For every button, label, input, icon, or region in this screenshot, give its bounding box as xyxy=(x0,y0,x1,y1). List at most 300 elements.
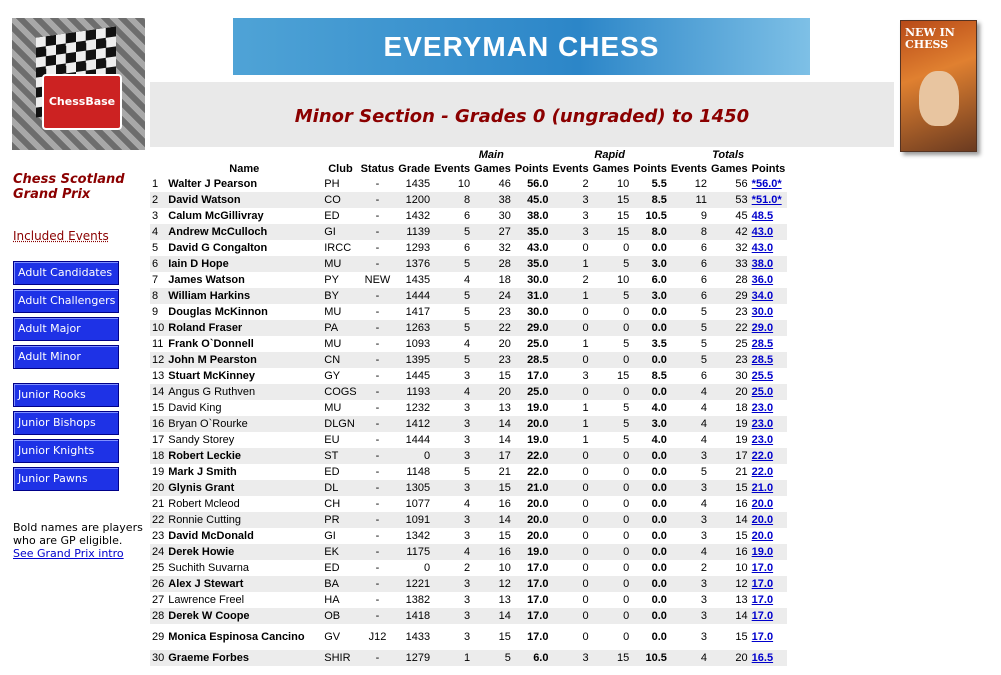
total-events-cell: 9 xyxy=(669,208,709,224)
total-points-cell[interactable] xyxy=(750,432,788,448)
total-points-link[interactable]: 25.5 xyxy=(751,370,774,382)
column-header-main-events: Events xyxy=(434,163,471,175)
rapid-games-cell: 0 xyxy=(591,480,632,496)
total-points-link[interactable]: 43.0 xyxy=(751,242,774,254)
status-cell: J12 xyxy=(359,624,397,650)
main-games-cell: 15 xyxy=(472,480,513,496)
main-points-cell: 35.0 xyxy=(513,256,551,272)
rapid-events-cell: 0 xyxy=(550,592,590,608)
total-points-link[interactable]: 17.0 xyxy=(751,594,774,606)
table-row xyxy=(150,304,787,320)
main-points-cell: 20.0 xyxy=(513,496,551,512)
main-points-cell: 25.0 xyxy=(513,336,551,352)
total-points-cell[interactable] xyxy=(750,528,788,544)
total-points-cell[interactable] xyxy=(750,224,788,240)
total-points-cell[interactable] xyxy=(750,496,788,512)
total-points-cell[interactable] xyxy=(750,352,788,368)
main-points-cell: 29.0 xyxy=(513,320,551,336)
total-points-link[interactable]: 28.5 xyxy=(751,338,774,350)
rapid-points-cell: 0.0 xyxy=(631,592,669,608)
rapid-events-cell: 1 xyxy=(550,336,590,352)
group-header-row xyxy=(150,148,787,162)
total-points-cell[interactable] xyxy=(750,384,788,400)
player-name-cell: Douglas McKinnon xyxy=(166,304,322,320)
player-name-cell: David G Congalton xyxy=(166,240,322,256)
total-points-cell[interactable] xyxy=(750,192,788,208)
player-name-cell: Ronnie Cutting xyxy=(166,512,322,528)
main-points-cell: 43.0 xyxy=(513,240,551,256)
grade-cell: 1148 xyxy=(396,464,432,480)
total-points-link[interactable]: 23.0 xyxy=(751,418,774,430)
rapid-events-cell: 3 xyxy=(550,368,590,384)
adult-challengers-button[interactable]: Adult Challengers xyxy=(13,289,119,313)
rank-cell: 27 xyxy=(152,594,165,606)
total-points-link[interactable]: 20.0 xyxy=(751,514,774,526)
total-games-cell: 33 xyxy=(709,256,750,272)
adult-minor-button[interactable]: Adult Minor xyxy=(13,345,119,369)
player-name-cell: Andrew McCulloch xyxy=(166,224,322,240)
total-points-cell[interactable] xyxy=(750,400,788,416)
main-points-cell: 19.0 xyxy=(513,400,551,416)
total-events-cell: 4 xyxy=(669,416,709,432)
rapid-points-cell: 0.0 xyxy=(631,448,669,464)
rapid-games-cell: 0 xyxy=(591,576,632,592)
new-in-chess-magazine-cover[interactable] xyxy=(900,20,977,152)
main-points-cell: 30.0 xyxy=(513,304,551,320)
total-points-link[interactable]: 19.0 xyxy=(751,546,774,558)
total-games-cell: 23 xyxy=(709,304,750,320)
table-row xyxy=(150,416,787,432)
rank-cell: 21 xyxy=(152,498,165,510)
main-points-cell: 22.0 xyxy=(513,464,551,480)
main-games-cell: 14 xyxy=(472,512,513,528)
grade-cell: 1342 xyxy=(396,528,432,544)
table-row xyxy=(150,650,787,666)
junior-sections-menu xyxy=(13,383,143,491)
rapid-points-cell: 5.5 xyxy=(631,176,669,192)
included-events-link[interactable]: Included Events xyxy=(13,229,109,243)
main-games-cell: 13 xyxy=(472,400,513,416)
main-games-cell: 14 xyxy=(472,416,513,432)
section-title: Minor Section - Grades 0 (ungraded) to 1450 xyxy=(294,106,750,127)
total-points-cell[interactable] xyxy=(750,576,788,592)
grade-cell: 1444 xyxy=(396,432,432,448)
status-cell: - xyxy=(359,432,397,448)
main-points-cell: 17.0 xyxy=(513,576,551,592)
main-events-cell: 5 xyxy=(432,288,472,304)
rapid-games-cell: 0 xyxy=(591,608,632,624)
main-games-cell: 10 xyxy=(472,560,513,576)
total-events-cell: 12 xyxy=(669,176,709,192)
rapid-points-cell: 6.0 xyxy=(631,272,669,288)
total-points-link[interactable]: 38.0 xyxy=(751,258,774,270)
total-points-link[interactable]: 43.0 xyxy=(751,226,774,238)
total-points-link[interactable]: 23.0 xyxy=(751,434,774,446)
total-points-cell[interactable] xyxy=(750,624,788,650)
rapid-games-cell: 15 xyxy=(591,208,632,224)
total-points-link[interactable]: 17.0 xyxy=(751,631,774,643)
player-name-cell: Glynis Grant xyxy=(166,480,322,496)
total-points-cell[interactable] xyxy=(750,256,788,272)
main-events-cell: 5 xyxy=(432,304,472,320)
rapid-points-cell: 4.0 xyxy=(631,432,669,448)
rank-cell: 5 xyxy=(150,240,166,256)
main-games-cell: 15 xyxy=(472,624,513,650)
total-points-cell[interactable] xyxy=(750,336,788,352)
rapid-events-cell: 1 xyxy=(550,400,590,416)
total-events-cell: 3 xyxy=(669,576,709,592)
grade-cell: 1263 xyxy=(396,320,432,336)
rank-cell: 13 xyxy=(152,370,165,382)
rapid-events-cell: 0 xyxy=(550,384,590,400)
total-events-cell: 4 xyxy=(669,496,709,512)
cover-photo xyxy=(919,71,959,126)
total-points-cell[interactable] xyxy=(750,272,788,288)
total-points-link[interactable]: 30.0 xyxy=(751,306,774,318)
total-games-cell: 21 xyxy=(709,464,750,480)
table-row xyxy=(150,512,787,528)
main-points-cell: 19.0 xyxy=(513,432,551,448)
grand-prix-intro-link[interactable]: See Grand Prix intro xyxy=(13,547,124,560)
total-points-link[interactable]: 36.0 xyxy=(751,274,774,286)
status-cell: - xyxy=(359,448,397,464)
main-events-cell: 1 xyxy=(432,650,472,666)
grade-cell: 1077 xyxy=(396,496,432,512)
rapid-games-cell: 5 xyxy=(591,256,632,272)
table-row xyxy=(150,448,787,464)
total-events-cell: 5 xyxy=(669,464,709,480)
rapid-points-cell: 0.0 xyxy=(631,384,669,400)
total-points-cell[interactable] xyxy=(750,544,788,560)
main-events-cell: 5 xyxy=(432,224,472,240)
total-games-cell: 32 xyxy=(709,240,750,256)
status-cell: - xyxy=(359,496,397,512)
rapid-points-cell: 10.5 xyxy=(631,208,669,224)
rapid-points-cell: 8.5 xyxy=(631,368,669,384)
main-points-cell: 17.0 xyxy=(513,624,551,650)
table-row xyxy=(150,480,787,496)
rapid-points-cell: 3.0 xyxy=(631,256,669,272)
main-events-cell: 3 xyxy=(432,608,472,624)
rapid-points-cell: 4.0 xyxy=(631,400,669,416)
rapid-games-cell: 5 xyxy=(591,400,632,416)
rapid-games-cell: 10 xyxy=(591,176,632,192)
club-cell: IRCC xyxy=(322,240,358,256)
total-points-link[interactable]: 22.0 xyxy=(751,466,774,478)
total-points-link[interactable]: 22.0 xyxy=(751,450,774,462)
main-events-cell: 3 xyxy=(432,480,472,496)
player-name-cell: Sandy Storey xyxy=(166,432,322,448)
grade-cell: 1417 xyxy=(396,304,432,320)
grade-cell: 1305 xyxy=(396,480,432,496)
rank-cell: 22 xyxy=(152,514,165,526)
main-points-cell: 31.0 xyxy=(513,288,551,304)
chessbase-logo[interactable] xyxy=(12,18,145,150)
rank-cell: 2 xyxy=(150,192,166,208)
total-points-cell[interactable] xyxy=(750,650,788,666)
status-cell: - xyxy=(359,416,397,432)
rapid-events-cell: 0 xyxy=(550,240,590,256)
rapid-games-cell: 0 xyxy=(591,352,632,368)
main-games-cell: 22 xyxy=(472,320,513,336)
rapid-games-cell: 5 xyxy=(591,432,632,448)
total-points-cell[interactable] xyxy=(750,304,788,320)
total-points-cell[interactable] xyxy=(750,320,788,336)
main-events-cell: 3 xyxy=(432,624,472,650)
rapid-points-cell: 10.5 xyxy=(631,650,669,666)
total-points-cell[interactable] xyxy=(750,464,788,480)
rapid-games-cell: 15 xyxy=(591,368,632,384)
player-name-cell: Derek Howie xyxy=(166,544,322,560)
player-name-cell: Derek W Coope xyxy=(166,608,322,624)
main-events-cell: 3 xyxy=(432,368,472,384)
player-name-cell: Angus G Ruthven xyxy=(166,384,322,400)
grand-prix-title: Chess Scotland Grand Prix xyxy=(13,172,125,202)
main-events-cell: 3 xyxy=(432,432,472,448)
rank-cell: 23 xyxy=(152,530,165,542)
player-name-cell: James Watson xyxy=(166,272,322,288)
rapid-points-cell: 0.0 xyxy=(631,576,669,592)
table-row xyxy=(150,544,787,560)
table-row xyxy=(150,240,787,256)
total-points-link[interactable]: 23.0 xyxy=(751,402,774,414)
adult-candidates-button[interactable]: Adult Candidates xyxy=(13,261,119,285)
rapid-games-cell: 0 xyxy=(591,496,632,512)
total-points-link[interactable]: 20.0 xyxy=(751,530,774,542)
rank-cell: 8 xyxy=(150,288,166,304)
rapid-games-cell: 0 xyxy=(591,592,632,608)
grade-cell: 1091 xyxy=(396,512,432,528)
main-events-cell: 3 xyxy=(432,576,472,592)
rapid-events-cell: 3 xyxy=(550,650,590,666)
status-cell: - xyxy=(359,512,397,528)
rapid-events-cell: 2 xyxy=(550,176,590,192)
main-games-cell: 32 xyxy=(472,240,513,256)
total-events-cell: 3 xyxy=(669,608,709,624)
status-cell: NEW xyxy=(359,272,397,288)
main-points-cell: 38.0 xyxy=(513,208,551,224)
rapid-games-cell: 0 xyxy=(591,384,632,400)
rank-cell: 17 xyxy=(152,434,165,446)
adult-sections-menu xyxy=(13,261,143,369)
status-cell: - xyxy=(359,464,397,480)
total-points-cell[interactable] xyxy=(750,608,788,624)
total-points-link[interactable]: 28.5 xyxy=(751,354,774,366)
grade-cell: 1395 xyxy=(396,352,432,368)
main-events-cell: 4 xyxy=(432,272,472,288)
main-games-cell: 18 xyxy=(472,272,513,288)
main-games-cell: 46 xyxy=(472,176,513,192)
total-points-cell[interactable] xyxy=(750,448,788,464)
table-row xyxy=(150,432,787,448)
total-games-cell: 15 xyxy=(709,528,750,544)
column-header-row xyxy=(150,162,787,176)
rapid-events-cell: 1 xyxy=(550,416,590,432)
rapid-points-cell: 0.0 xyxy=(631,480,669,496)
total-points-link[interactable]: *56.0* xyxy=(751,178,782,190)
total-points-cell[interactable] xyxy=(750,208,788,224)
club-cell: MU xyxy=(322,304,358,320)
rapid-games-cell: 15 xyxy=(591,650,632,666)
junior-knights-button[interactable]: Junior Knights xyxy=(13,439,119,463)
total-points-cell[interactable] xyxy=(750,512,788,528)
total-points-link[interactable]: 34.0 xyxy=(751,290,774,302)
main-events-cell: 3 xyxy=(432,592,472,608)
total-points-link[interactable]: 21.0 xyxy=(751,482,774,494)
player-name-cell: Bryan O`Rourke xyxy=(166,416,322,432)
rank-cell: 10 xyxy=(152,322,165,334)
main-games-cell: 13 xyxy=(472,592,513,608)
table-row xyxy=(150,256,787,272)
rapid-games-cell: 0 xyxy=(591,448,632,464)
total-points-cell[interactable] xyxy=(750,480,788,496)
total-events-cell: 3 xyxy=(669,480,709,496)
main-events-cell: 3 xyxy=(432,448,472,464)
total-games-cell: 29 xyxy=(709,288,750,304)
grade-cell: 1435 xyxy=(396,176,432,192)
player-name-cell: David McDonald xyxy=(166,528,322,544)
rapid-points-cell: 0.0 xyxy=(631,320,669,336)
club-cell: PA xyxy=(322,320,358,336)
grade-cell: 1093 xyxy=(396,336,432,352)
main-events-cell: 3 xyxy=(432,528,472,544)
grade-cell: 1193 xyxy=(396,384,432,400)
total-points-cell[interactable] xyxy=(750,560,788,576)
club-cell: SHIR xyxy=(322,650,358,666)
status-cell: - xyxy=(359,400,397,416)
rapid-points-cell: 0.0 xyxy=(631,528,669,544)
total-events-cell: 6 xyxy=(669,368,709,384)
total-points-link[interactable]: 17.0 xyxy=(751,610,774,622)
junior-bishops-button[interactable]: Junior Bishops xyxy=(13,411,119,435)
player-name-cell: Monica Espinosa Cancino xyxy=(166,624,322,650)
total-points-link[interactable]: 20.0 xyxy=(751,498,774,510)
total-points-cell[interactable] xyxy=(750,592,788,608)
club-cell: EU xyxy=(322,432,358,448)
everyman-chess-banner[interactable] xyxy=(233,18,810,75)
total-games-cell: 18 xyxy=(709,400,750,416)
results-table xyxy=(150,148,787,666)
player-name-cell: Graeme Forbes xyxy=(166,650,322,666)
total-points-cell[interactable] xyxy=(750,240,788,256)
total-points-link[interactable]: 16.5 xyxy=(751,652,774,664)
total-games-cell: 12 xyxy=(709,576,750,592)
rapid-games-cell: 0 xyxy=(591,560,632,576)
player-name-cell: Iain D Hope xyxy=(166,256,322,272)
club-cell: MU xyxy=(322,256,358,272)
club-cell: CN xyxy=(322,352,358,368)
rapid-points-cell: 3.5 xyxy=(631,336,669,352)
main-games-cell: 14 xyxy=(472,608,513,624)
rank-cell: 28 xyxy=(152,610,165,622)
note-text: Bold names are players who are GP eligible. xyxy=(13,521,143,547)
main-games-cell: 17 xyxy=(472,448,513,464)
total-points-cell[interactable] xyxy=(750,368,788,384)
total-events-cell: 4 xyxy=(669,384,709,400)
main-points-cell: 30.0 xyxy=(513,272,551,288)
rapid-events-cell: 0 xyxy=(550,496,590,512)
status-cell: - xyxy=(359,176,397,192)
rapid-events-cell: 0 xyxy=(550,448,590,464)
junior-pawns-button[interactable]: Junior Pawns xyxy=(13,467,119,491)
main-points-cell: 17.0 xyxy=(513,592,551,608)
table-row xyxy=(150,624,787,650)
rapid-points-cell: 3.0 xyxy=(631,288,669,304)
main-events-cell: 4 xyxy=(432,384,472,400)
adult-major-button[interactable]: Adult Major xyxy=(13,317,119,341)
rapid-events-cell: 0 xyxy=(550,512,590,528)
rapid-events-cell: 0 xyxy=(550,608,590,624)
main-games-cell: 16 xyxy=(472,544,513,560)
rank-cell: 20 xyxy=(152,482,165,494)
total-points-link[interactable]: 25.0 xyxy=(751,386,774,398)
club-cell: BA xyxy=(322,576,358,592)
total-points-link[interactable]: *51.0* xyxy=(751,194,782,206)
column-header-rapid-points: Points xyxy=(633,163,667,175)
total-events-cell: 2 xyxy=(669,560,709,576)
club-cell: ED xyxy=(322,464,358,480)
grade-cell: 1221 xyxy=(396,576,432,592)
rapid-points-cell: 0.0 xyxy=(631,352,669,368)
rapid-points-cell: 0.0 xyxy=(631,560,669,576)
rapid-events-cell: 0 xyxy=(550,560,590,576)
club-cell: GI xyxy=(322,224,358,240)
total-games-cell: 42 xyxy=(709,224,750,240)
column-header-rank xyxy=(150,162,166,176)
rapid-events-cell: 1 xyxy=(550,288,590,304)
player-name-cell: William Harkins xyxy=(166,288,322,304)
rapid-games-cell: 10 xyxy=(591,272,632,288)
total-points-cell[interactable] xyxy=(750,416,788,432)
main-points-cell: 17.0 xyxy=(513,368,551,384)
column-header-status: Status xyxy=(360,163,395,175)
status-cell: - xyxy=(359,288,397,304)
total-games-cell: 25 xyxy=(709,336,750,352)
rapid-games-cell: 5 xyxy=(591,416,632,432)
rapid-games-cell: 0 xyxy=(591,512,632,528)
total-events-cell: 11 xyxy=(669,192,709,208)
total-points-link[interactable]: 17.0 xyxy=(751,578,774,590)
group-main: Main xyxy=(432,148,550,162)
main-games-cell: 15 xyxy=(472,528,513,544)
player-name-cell: Lawrence Freel xyxy=(166,592,322,608)
grade-cell: 1444 xyxy=(396,288,432,304)
club-cell: ED xyxy=(322,208,358,224)
main-events-cell: 4 xyxy=(432,496,472,512)
total-points-link[interactable]: 29.0 xyxy=(751,322,774,334)
rapid-events-cell: 1 xyxy=(550,256,590,272)
total-points-cell[interactable] xyxy=(750,288,788,304)
main-points-cell: 6.0 xyxy=(513,650,551,666)
junior-rooks-button[interactable]: Junior Rooks xyxy=(13,383,119,407)
total-points-cell[interactable] xyxy=(750,176,788,192)
total-points-link[interactable]: 17.0 xyxy=(751,562,774,574)
main-events-cell: 4 xyxy=(432,336,472,352)
rapid-points-cell: 3.0 xyxy=(631,416,669,432)
total-events-cell: 6 xyxy=(669,288,709,304)
total-games-cell: 45 xyxy=(709,208,750,224)
total-points-link[interactable]: 48.5 xyxy=(751,210,774,222)
status-cell: - xyxy=(359,336,397,352)
rank-cell: 4 xyxy=(150,224,166,240)
player-name-cell: Frank O`Donnell xyxy=(166,336,322,352)
total-games-cell: 22 xyxy=(709,320,750,336)
status-cell: - xyxy=(359,352,397,368)
rapid-points-cell: 0.0 xyxy=(631,304,669,320)
status-cell: - xyxy=(359,576,397,592)
main-events-cell: 5 xyxy=(432,352,472,368)
main-games-cell: 15 xyxy=(472,368,513,384)
